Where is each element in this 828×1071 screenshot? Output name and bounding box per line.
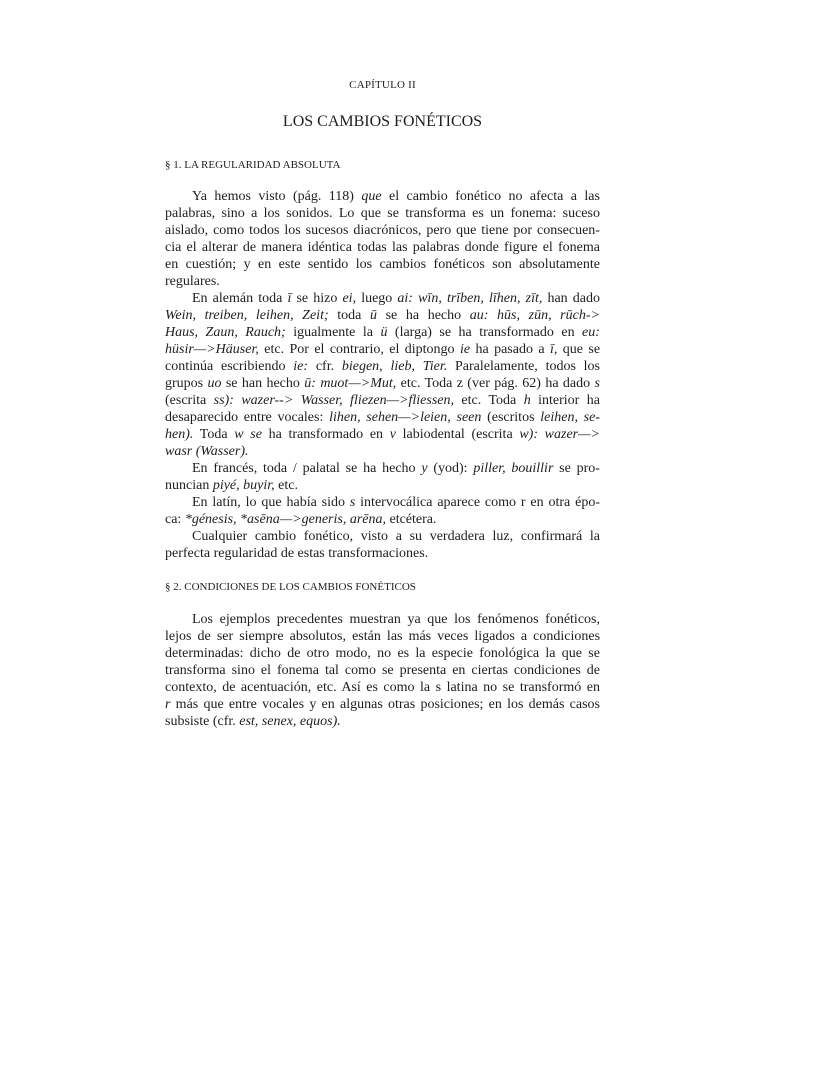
text-line bbox=[165, 713, 600, 730]
text-line bbox=[165, 477, 600, 494]
paragraph bbox=[165, 528, 600, 562]
text: (larga) se ha transformado en bbox=[387, 325, 583, 340]
text: se han hecho bbox=[221, 376, 305, 391]
italic-text: ü bbox=[380, 325, 388, 340]
text-line bbox=[165, 188, 600, 205]
italic-text: ai: wīn, trīben, līhen, zīt, bbox=[397, 291, 543, 306]
text: ha pasado a bbox=[470, 342, 550, 357]
text: determinadas: dicho de otro modo, no es la especie fonológica la que se bbox=[165, 646, 600, 661]
text: toda bbox=[328, 308, 370, 323]
text-line bbox=[165, 392, 600, 409]
text: En latín, lo que había sido bbox=[192, 495, 350, 510]
text: En alemán toda bbox=[192, 291, 288, 306]
italic-text: w se bbox=[234, 427, 262, 442]
text: se pro- bbox=[553, 461, 600, 476]
text: nuncian bbox=[165, 478, 213, 493]
italic-text: ū: muot—>Mut, bbox=[304, 376, 397, 391]
text-line bbox=[165, 239, 600, 256]
italic-text: w): wazer—> bbox=[519, 427, 601, 442]
italic-text: *génesis, *asēna—>generis, arēna, bbox=[184, 512, 386, 527]
paragraph bbox=[165, 290, 600, 460]
text: etcétera. bbox=[385, 512, 437, 527]
text: interior ha bbox=[530, 393, 601, 408]
text-line bbox=[165, 256, 600, 273]
text: etc. Toda bbox=[453, 393, 524, 408]
text-line bbox=[165, 426, 600, 443]
italic-text: ei, bbox=[342, 291, 357, 306]
text: cia el alterar de manera idéntica todas las palabras donde figure el fonema bbox=[165, 240, 600, 255]
text-line bbox=[165, 696, 600, 713]
text: etc. bbox=[274, 478, 298, 493]
italic-text: que bbox=[361, 189, 382, 204]
italic-text: Haus, Zaun, Rauch; bbox=[165, 325, 286, 340]
text: Cualquier cambio fonético, visto a su verdadera luz, confirmará la bbox=[192, 529, 600, 544]
section-body bbox=[165, 188, 600, 562]
text: ca: bbox=[165, 512, 185, 527]
paragraph bbox=[165, 494, 600, 528]
text-line bbox=[165, 628, 600, 645]
italic-text: v bbox=[389, 427, 396, 442]
italic-text: uo bbox=[207, 376, 222, 391]
text-line bbox=[165, 662, 600, 679]
text-line bbox=[165, 324, 600, 341]
text-line bbox=[165, 307, 600, 324]
text: Paralelamente, todos los bbox=[447, 359, 601, 374]
text: Los ejemplos precedentes muestran ya que los fenómenos fonéticos, bbox=[192, 612, 600, 627]
text: que se bbox=[557, 342, 601, 357]
text: se hizo bbox=[291, 291, 343, 306]
italic-text: piller, bouillir bbox=[473, 461, 554, 476]
section-heading: § 2. CONDICIONES DE LOS CAMBIOS FONÉTICOS bbox=[165, 581, 416, 593]
italic-text: piyé, buyir, bbox=[212, 478, 275, 493]
italic-text: ie: bbox=[293, 359, 309, 374]
text: contexto, de acentuación, etc. Así es como la s latina no se transformó en bbox=[165, 680, 600, 695]
text-line bbox=[165, 205, 600, 222]
paragraph bbox=[165, 460, 600, 494]
italic-text: ss): wazer--> Wasser, fliezen—>fliessen, bbox=[213, 393, 454, 408]
text: intervocálica aparece como r en otra épo- bbox=[355, 495, 600, 510]
text: etc. Toda z (ver pág. 62) ha dado bbox=[396, 376, 595, 391]
chapter-label: CAPÍTULO II bbox=[349, 79, 416, 91]
italic-text: ī, bbox=[549, 342, 558, 357]
text-line bbox=[165, 290, 600, 307]
text-line bbox=[165, 443, 600, 460]
italic-text: s bbox=[349, 495, 356, 510]
text: perfecta regularidad de estas transformaciones. bbox=[165, 546, 429, 561]
text: más que entre vocales y en algunas otras posiciones; en los demás casos bbox=[170, 697, 600, 712]
text: (escrita bbox=[165, 393, 214, 408]
text-line bbox=[165, 494, 600, 511]
italic-text: hüsir—>Häuser, bbox=[165, 342, 259, 357]
text: etc. Por el contrario, el diptongo bbox=[258, 342, 460, 357]
italic-text: lihen, sehen—>leien, seen bbox=[329, 410, 482, 425]
text: luego bbox=[356, 291, 398, 306]
text: en cuestión; y en este sentido los cambios fonéticos son absolutamente bbox=[165, 257, 601, 272]
text: ha transformado en bbox=[261, 427, 390, 442]
italic-text: au: hūs, zūn, rūch-> bbox=[469, 308, 600, 323]
text: han dado bbox=[542, 291, 601, 306]
italic-text: leihen, se- bbox=[540, 410, 601, 425]
text: labiodental (escrita bbox=[395, 427, 520, 442]
text-line bbox=[165, 375, 600, 392]
text: desaparecido entre vocales: bbox=[165, 410, 330, 425]
text-line bbox=[165, 511, 600, 528]
text-line bbox=[165, 273, 600, 290]
text: Ya hemos visto (pág. 118) bbox=[192, 189, 362, 204]
text: aislado, como todos los sucesos diacrónicos, pero que tiene por consecuen- bbox=[165, 223, 600, 238]
italic-text: y bbox=[421, 461, 428, 476]
italic-text: s bbox=[594, 376, 600, 391]
text-line bbox=[165, 460, 600, 477]
italic-text: est, senex, equos). bbox=[239, 714, 341, 729]
italic-text: h bbox=[523, 393, 531, 408]
paragraph bbox=[165, 188, 600, 290]
italic-text: hen). bbox=[165, 427, 194, 442]
text: transforma sino el fonema tal como se presenta en ciertas condiciones de bbox=[165, 663, 600, 678]
text-line bbox=[165, 409, 600, 426]
text: cfr. bbox=[308, 359, 342, 374]
italic-text: biegen, lieb, Tier. bbox=[341, 359, 448, 374]
chapter-title: LOS CAMBIOS FONÉTICOS bbox=[282, 113, 483, 130]
italic-text: Wein, treiben, leihen, Zeit; bbox=[165, 308, 329, 323]
italic-text: eu: bbox=[582, 325, 600, 340]
text-line bbox=[165, 528, 600, 545]
text: Toda bbox=[193, 427, 235, 442]
text-line bbox=[165, 611, 600, 628]
text: grupos bbox=[165, 376, 208, 391]
text: regulares. bbox=[165, 274, 220, 289]
text: palabras, sino a los sonidos. Lo que se transforma es un fonema: suceso bbox=[165, 206, 600, 221]
text-line bbox=[165, 341, 600, 358]
text: lejos de ser siempre absolutos, están las más veces ligados a condiciones bbox=[165, 629, 601, 644]
text-line bbox=[165, 222, 600, 239]
text: se ha hecho bbox=[376, 308, 470, 323]
text: (yod): bbox=[427, 461, 474, 476]
text: continúa escribiendo bbox=[165, 359, 294, 374]
paragraph bbox=[165, 611, 600, 730]
italic-text: ī bbox=[287, 291, 292, 306]
text: el cambio fonético no afecta a las bbox=[381, 189, 600, 204]
text: En francés, toda / palatal se ha hecho bbox=[192, 461, 422, 476]
text-line bbox=[165, 545, 600, 562]
italic-text: ie bbox=[459, 342, 471, 357]
italic-text: ū bbox=[369, 308, 377, 323]
text-line bbox=[165, 679, 600, 696]
text-line bbox=[165, 358, 600, 375]
section-body bbox=[165, 611, 600, 730]
text-line bbox=[165, 645, 600, 662]
italic-text: wasr (Wasser). bbox=[165, 444, 249, 459]
text: igualmente la bbox=[285, 325, 381, 340]
text: (escritos bbox=[481, 410, 541, 425]
italic-text: r bbox=[165, 697, 171, 712]
section-heading: § 1. LA REGULARIDAD ABSOLUTA bbox=[165, 159, 341, 171]
text: subsiste (cfr. bbox=[165, 714, 240, 729]
